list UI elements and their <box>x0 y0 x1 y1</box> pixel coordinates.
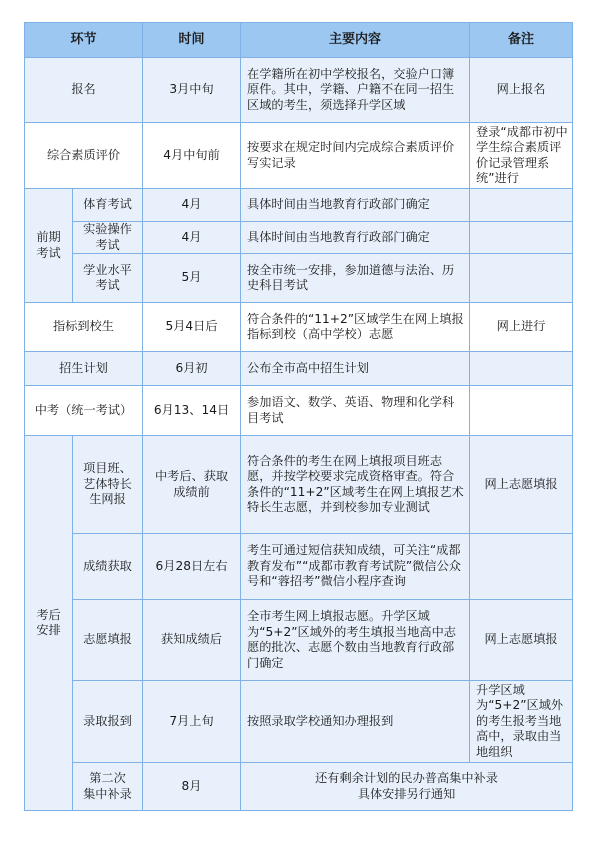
table-row <box>25 303 573 352</box>
content-cell: 全市考生网上填报志愿。升学区域为“5+2”区域外的考生填报当地高中志愿的批次、志愿个数由当地教育行政部门确定 <box>241 600 470 681</box>
time-cell: 7月上旬 <box>143 681 241 763</box>
group-label-pre-exam: 前期 考试 <box>25 189 73 303</box>
time-cell: 获知成绩后 <box>143 600 241 681</box>
table-row <box>25 763 573 811</box>
note-cell: 网上进行 <box>470 303 573 352</box>
time-cell: 5月4日后 <box>143 303 241 352</box>
content-cell: 在学籍所在初中学校报名，交验户口簿原件。其中，学籍、户籍不在同一招生区域的考生，须选择升学区域 <box>241 58 470 123</box>
note-cell <box>470 352 573 386</box>
content-cell: 还有剩余计划的民办普高集中补录 具体安排另行通知 <box>241 763 573 811</box>
table-row <box>25 222 573 254</box>
stage-cell: 报名 <box>25 58 143 123</box>
note-cell: 网上报名 <box>470 58 573 123</box>
stage-cell: 第二次 集中补录 <box>73 763 143 811</box>
stage-cell: 成绩获取 <box>73 534 143 600</box>
stage-cell: 中考（统一考试） <box>25 386 143 436</box>
time-cell: 8月 <box>143 763 241 811</box>
table-row <box>25 58 573 123</box>
note-cell: 网上志愿填报 <box>470 600 573 681</box>
time-cell: 4月中旬前 <box>143 123 241 189</box>
content-cell: 符合条件的“11+2”区域学生在网上填报指标到校（高中学校）志愿 <box>241 303 470 352</box>
time-cell: 6月13、14日 <box>143 386 241 436</box>
content-cell: 具体时间由当地教育行政部门确定 <box>241 189 470 222</box>
time-cell: 4月 <box>143 189 241 222</box>
note-cell: 升学区域为“5+2”区域外的考生报考当地高中，录取由当地组织 <box>470 681 573 763</box>
time-cell: 4月 <box>143 222 241 254</box>
group-label-post-exam: 考后 安排 <box>25 436 73 811</box>
table-row <box>25 681 573 763</box>
stage-cell: 体育考试 <box>73 189 143 222</box>
stage-cell: 实验操作 考试 <box>73 222 143 254</box>
content-cell: 按全市统一安排，参加道德与法治、历史科目考试 <box>241 254 470 303</box>
header-stage: 环节 <box>25 23 143 58</box>
stage-cell: 指标到校生 <box>25 303 143 352</box>
table-row <box>25 600 573 681</box>
header-note: 备注 <box>470 23 573 58</box>
note-cell: 网上志愿填报 <box>470 436 573 534</box>
time-cell: 5月 <box>143 254 241 303</box>
table-row <box>25 534 573 600</box>
content-cell: 参加语文、数学、英语、物理和化学科目考试 <box>241 386 470 436</box>
time-cell: 3月中旬 <box>143 58 241 123</box>
note-cell <box>470 534 573 600</box>
content-cell: 按要求在规定时间内完成综合素质评价写实记录 <box>241 123 470 189</box>
table-row <box>25 352 573 386</box>
table-row <box>25 386 573 436</box>
note-cell: 登录“成都市初中学生综合素质评价记录管理系统”进行 <box>470 123 573 189</box>
note-cell <box>470 189 573 222</box>
stage-cell: 综合素质评价 <box>25 123 143 189</box>
stage-cell: 项目班、 艺体特长 生网报 <box>73 436 143 534</box>
stage-cell: 志愿填报 <box>73 600 143 681</box>
content-cell: 公布全市高中招生计划 <box>241 352 470 386</box>
content-cell: 符合条件的考生在网上填报项目班志愿，并按学校要求完成资格审查。符合条件的“11+2”区域考生在网上填报艺术特长生志愿，并到校参加专业测试 <box>241 436 470 534</box>
schedule-table <box>24 22 573 811</box>
content-cell: 具体时间由当地教育行政部门确定 <box>241 222 470 254</box>
time-cell: 中考后、获取 成绩前 <box>143 436 241 534</box>
table-row <box>25 436 573 534</box>
header-content: 主要内容 <box>241 23 470 58</box>
table-row <box>25 254 573 303</box>
time-cell: 6月28日左右 <box>143 534 241 600</box>
table-header-row <box>25 23 573 58</box>
stage-cell: 招生计划 <box>25 352 143 386</box>
content-cell: 按照录取学校通知办理报到 <box>241 681 470 763</box>
table-row <box>25 123 573 189</box>
stage-cell: 录取报到 <box>73 681 143 763</box>
table-row <box>25 189 573 222</box>
stage-cell: 学业水平 考试 <box>73 254 143 303</box>
content-cell: 考生可通过短信获知成绩，可关注“成都教育发布”“成都市教育考试院”微信公众号和“蓉招考”微信小程序查询 <box>241 534 470 600</box>
header-time: 时间 <box>143 23 241 58</box>
note-cell <box>470 386 573 436</box>
time-cell: 6月初 <box>143 352 241 386</box>
note-cell <box>470 254 573 303</box>
note-cell <box>470 222 573 254</box>
